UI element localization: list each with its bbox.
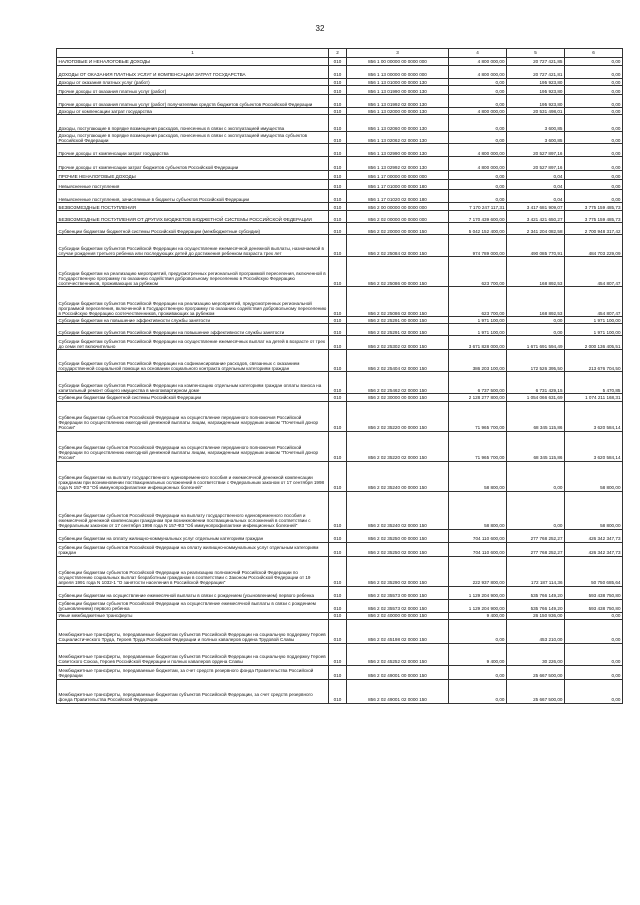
row-name: Субсидии бюджетам субъектов Российской Федерации на софинансирование расходов, связанных с оказанием государственной социальной помощи на основании социального контракта отдельным категориям граждан [57, 350, 329, 372]
row-approved-amount: 1 129 204 900,00 [449, 586, 507, 599]
row-executed-amount: 195 923,80 [507, 86, 565, 95]
table-row [57, 223, 623, 235]
row-line-code: 010 [329, 235, 347, 257]
row-unexecuted-amount: 0,00 [565, 612, 623, 619]
row-budget-code: 856 2 02 45198 02 0000 150 [347, 619, 449, 643]
row-approved-amount: 58 800,00 [449, 461, 507, 491]
table-row [57, 144, 623, 157]
row-approved-amount: 704 110 600,00 [449, 529, 507, 542]
row-budget-code: 856 2 02 25404 02 0000 150 [347, 350, 449, 372]
row-line-code: 010 [329, 257, 347, 287]
row-unexecuted-amount: 0,00 [565, 643, 623, 665]
row-unexecuted-amount: 0,00 [565, 86, 623, 95]
row-unexecuted-amount: 3 620 584,14 [565, 431, 623, 461]
row-approved-amount: 4 800 000,00 [449, 58, 507, 66]
row-line-code: 010 [329, 190, 347, 203]
row-unexecuted-amount: 0,00 [565, 66, 623, 79]
row-unexecuted-amount: 58 800,00 [565, 491, 623, 529]
row-executed-amount: 3 600,85 [507, 115, 565, 132]
table-row [57, 324, 623, 336]
table-row [57, 431, 623, 461]
column-header-4: 4 [449, 49, 507, 58]
row-name: Субсидии бюджетам субъектов Российской Федерации на реализацию мероприятий, предусмотренных региональной программой переселения, включенной в Государственную программу по оказанию содействия добровольному переселению в Российскую Федерацию соотечественников, проживающих за рубежом [57, 287, 329, 317]
column-header-5: 5 [507, 49, 565, 58]
row-approved-amount: 0,00 [449, 679, 507, 703]
row-line-code: 010 [329, 336, 347, 350]
table-row [57, 257, 623, 287]
row-unexecuted-amount: 0,00 [565, 115, 623, 132]
row-executed-amount: 20 527 897,16 [507, 144, 565, 157]
row-approved-amount: 9 400,00 [449, 643, 507, 665]
row-line-code: 010 [329, 203, 347, 211]
row-budget-code: 856 2 02 35220 02 0000 150 [347, 431, 449, 461]
table-row [57, 157, 623, 171]
row-line-code: 010 [329, 211, 347, 223]
row-budget-code: 856 2 02 30000 00 0000 150 [347, 394, 449, 401]
table-row [57, 401, 623, 431]
row-line-code: 010 [329, 542, 347, 556]
row-name: ДОХОДЫ ОТ ОКАЗАНИЯ ПЛАТНЫХ УСЛУГ И КОМПЕНСАЦИИ ЗАТРАТ ГОСУДАРСТВА [57, 66, 329, 79]
row-budget-code: 856 2 02 25462 02 0000 150 [347, 372, 449, 394]
row-executed-amount: 0,00 [507, 317, 565, 324]
row-name: Субсидии бюджетам субъектов Российской Федерации на осуществление ежемесячных выплат на детей в возрасте от трех до семи лет включительно [57, 336, 329, 350]
row-unexecuted-amount: 0,00 [565, 665, 623, 679]
row-name: Прочие доходы от компенсации затрат бюджетов субъектов Российской Федерации [57, 157, 329, 171]
row-name: Субвенции бюджетам бюджетной системы Российской Федерации (межбюджетные субсидии) [57, 223, 329, 235]
table-header [57, 49, 623, 58]
row-unexecuted-amount: 0,00 [565, 171, 623, 180]
table-row [57, 211, 623, 223]
row-line-code: 010 [329, 679, 347, 703]
row-name: Субсидии бюджетам на повышение эффективности службы занятости [57, 317, 329, 324]
row-name: Субвенции бюджетам субъектов Российской Федерации на осуществление переданного полномочия Российской Федерации по осуществлению ежегодной денежной выплаты лицам, награжденным нагрудным знаком "Почетный донор России" [57, 401, 329, 431]
row-executed-amount: 68 345 115,86 [507, 431, 565, 461]
table-row [57, 336, 623, 350]
row-executed-amount: 535 766 149,20 [507, 599, 565, 612]
row-budget-code: 856 2 02 25302 02 0000 150 [347, 336, 449, 350]
row-line-code: 010 [329, 66, 347, 79]
row-unexecuted-amount: 0,00 [565, 157, 623, 171]
table-row [57, 115, 623, 132]
row-budget-code: 856 2 02 35240 02 0000 150 [347, 491, 449, 529]
row-approved-amount: 1 129 204 900,00 [449, 599, 507, 612]
row-approved-amount: 2 128 277 800,00 [449, 394, 507, 401]
row-budget-code: 856 1 13 01990 00 0000 130 [347, 86, 449, 95]
row-name: Субвенции бюджетам бюджетной системы Российской Федерации [57, 394, 329, 401]
row-budget-code: 856 2 02 35573 02 0000 150 [347, 599, 449, 612]
row-name: Субсидии бюджетам субъектов Российской Федерации на повышение эффективности службы занятости [57, 324, 329, 336]
row-executed-amount: 172 187 114,36 [507, 556, 565, 586]
header-row [57, 49, 623, 58]
row-unexecuted-amount: 3 620 584,14 [565, 401, 623, 431]
row-approved-amount: 5 042 152 400,00 [449, 223, 507, 235]
table-body [57, 58, 623, 704]
row-name: Прочие доходы от оказания платных услуг (работ) [57, 86, 329, 95]
row-unexecuted-amount: 3 775 159 485,73 [565, 211, 623, 223]
row-unexecuted-amount: 1 074 211 168,31 [565, 394, 623, 401]
table-row [57, 350, 623, 372]
row-budget-code: 856 1 13 02060 00 0000 130 [347, 115, 449, 132]
row-approved-amount: 0,00 [449, 619, 507, 643]
row-unexecuted-amount: 213 676 704,50 [565, 350, 623, 372]
row-approved-amount: 623 700,00 [449, 257, 507, 287]
row-executed-amount: 453 210,00 [507, 619, 565, 643]
table-row [57, 491, 623, 529]
row-approved-amount: 386 203 100,00 [449, 350, 507, 372]
row-budget-code: 856 2 02 25291 00 0000 150 [347, 317, 449, 324]
row-unexecuted-amount: 0,00 [565, 144, 623, 157]
row-line-code: 010 [329, 665, 347, 679]
row-executed-amount: 0,00 [507, 324, 565, 336]
row-line-code: 010 [329, 132, 347, 144]
row-line-code: 010 [329, 461, 347, 491]
row-approved-amount: 4 800 000,00 [449, 157, 507, 171]
row-executed-amount: 20 527 897,16 [507, 157, 565, 171]
row-unexecuted-amount: 0,00 [565, 190, 623, 203]
row-line-code: 010 [329, 58, 347, 66]
row-name: Субсидии бюджетам субъектов Российской Федерации на компенсацию отдельным категориям граждан оплаты взноса на капитальный ремонт общего имущества в многоквартирном доме [57, 372, 329, 394]
row-line-code: 010 [329, 324, 347, 336]
row-line-code: 010 [329, 115, 347, 132]
row-executed-amount: 1 054 066 631,69 [507, 394, 565, 401]
page-number: 32 [315, 24, 325, 33]
row-unexecuted-amount: 0,00 [565, 95, 623, 108]
row-line-code: 010 [329, 529, 347, 542]
row-name: Субсидии бюджетам на реализацию мероприятий, предусмотренных региональной программой переселения, включенной в Государственную программу по оказанию содействия добровольному переселению в Российскую Федерацию соотечественников, проживающих за рубежом [57, 257, 329, 287]
row-approved-amount: 0,00 [449, 665, 507, 679]
row-executed-amount: 2 341 204 082,58 [507, 223, 565, 235]
row-approved-amount: 0,00 [449, 171, 507, 180]
table-row [57, 542, 623, 556]
row-name: БЕЗВОЗМЕЗДНЫЕ ПОСТУПЛЕНИЯ [57, 203, 329, 211]
row-budget-code: 856 1 13 02992 02 0000 130 [347, 157, 449, 171]
row-line-code: 010 [329, 223, 347, 235]
row-unexecuted-amount: 58 800,00 [565, 461, 623, 491]
row-unexecuted-amount: 454 807,47 [565, 287, 623, 317]
row-approved-amount: 1 971 100,00 [449, 324, 507, 336]
row-budget-code: 856 2 02 00000 00 0000 000 [347, 211, 449, 223]
row-executed-amount: 6 731 429,15 [507, 372, 565, 394]
row-line-code: 010 [329, 586, 347, 599]
row-executed-amount: 168 892,53 [507, 287, 565, 317]
row-line-code: 010 [329, 317, 347, 324]
row-approved-amount: 71 965 700,00 [449, 431, 507, 461]
row-budget-code: 856 2 02 40000 00 0000 150 [347, 612, 449, 619]
row-line-code: 010 [329, 287, 347, 317]
table-row [57, 190, 623, 203]
row-line-code: 010 [329, 157, 347, 171]
row-approved-amount: 0,00 [449, 132, 507, 144]
row-line-code: 010 [329, 401, 347, 431]
row-name: Прочие доходы от компенсации затрат государства [57, 144, 329, 157]
row-executed-amount: 535 766 149,20 [507, 586, 565, 599]
row-executed-amount: 25 667 500,00 [507, 679, 565, 703]
table-row [57, 79, 623, 86]
row-line-code: 010 [329, 643, 347, 665]
row-name: Межбюджетные трансферты, передаваемые бюджетам субъектов Российской Федерации на социальную поддержку Героев Социалистического Труда, Героев Труда Российской Федерации и полных кавалеров ордена Трудовой Славы [57, 619, 329, 643]
row-approved-amount: 58 800,00 [449, 491, 507, 529]
row-unexecuted-amount: 0,00 [565, 180, 623, 190]
row-name: ПРОЧИЕ НЕНАЛОГОВЫЕ ДОХОДЫ [57, 171, 329, 180]
row-executed-amount: 30 226,00 [507, 643, 565, 665]
row-approved-amount: 0,00 [449, 86, 507, 95]
row-approved-amount: 4 800 000,00 [449, 108, 507, 115]
row-unexecuted-amount: 0,00 [565, 58, 623, 66]
row-executed-amount: 20 727 421,81 [507, 66, 565, 79]
row-executed-amount: 25 667 500,00 [507, 665, 565, 679]
row-unexecuted-amount: 0,00 [565, 108, 623, 115]
row-approved-amount: 71 965 700,00 [449, 401, 507, 431]
row-executed-amount: 172 526 395,50 [507, 350, 565, 372]
row-approved-amount: 9 400,00 [449, 612, 507, 619]
row-budget-code: 856 1 13 02062 02 0000 130 [347, 132, 449, 144]
table-row [57, 108, 623, 115]
row-approved-amount: 623 700,00 [449, 287, 507, 317]
row-line-code: 010 [329, 171, 347, 180]
row-budget-code: 856 2 02 25086 02 0000 150 [347, 287, 449, 317]
row-line-code: 010 [329, 612, 347, 619]
row-name: Субвенции бюджетам субъектов Российской Федерации на осуществление переданного полномочия Российской Федерации по осуществлению ежегодной денежной выплаты лицам, награжденным нагрудным знаком "Почетный донор России" [57, 431, 329, 461]
row-unexecuted-amount: 454 807,47 [565, 257, 623, 287]
row-executed-amount: 0,04 [507, 171, 565, 180]
table-row [57, 529, 623, 542]
row-executed-amount: 0,04 [507, 180, 565, 190]
table-row [57, 643, 623, 665]
row-unexecuted-amount: 0,00 [565, 679, 623, 703]
row-budget-code: 856 2 02 35250 02 0000 150 [347, 542, 449, 556]
table-row [57, 287, 623, 317]
revenue-table [56, 48, 623, 704]
table-row [57, 394, 623, 401]
row-budget-code: 856 1 13 00000 00 0000 000 [347, 66, 449, 79]
row-line-code: 010 [329, 619, 347, 643]
row-approved-amount: 704 110 600,00 [449, 542, 507, 556]
row-name: НАЛОГОВЫЕ И НЕНАЛОГОВЫЕ ДОХОДЫ [57, 58, 329, 66]
row-name: Доходы от оказания платных услуг (работ) [57, 79, 329, 86]
row-name: Доходы, поступающие в порядке возмещения расходов, понесенных в связи с эксплуатацией имущества [57, 115, 329, 132]
row-budget-code: 856 2 02 25291 02 0000 150 [347, 324, 449, 336]
row-name: Иные межбюджетные трансферты [57, 612, 329, 619]
column-header-3: 3 [347, 49, 449, 58]
table-row [57, 171, 623, 180]
row-budget-code: 856 2 02 25086 00 0000 150 [347, 257, 449, 287]
column-header-2: 2 [329, 49, 347, 58]
row-budget-code: 856 1 13 02990 00 0000 130 [347, 144, 449, 157]
row-unexecuted-amount: 1 971 100,00 [565, 317, 623, 324]
row-budget-code: 856 1 13 01992 02 0000 130 [347, 95, 449, 108]
row-name: Прочие доходы от оказания платных услуг (работ) получателями средств бюджетов субъектов Российской Федерации [57, 95, 329, 108]
row-budget-code: 856 1 13 01000 00 0000 130 [347, 79, 449, 86]
row-budget-code: 856 2 02 35573 00 0000 150 [347, 586, 449, 599]
row-executed-amount: 277 768 252,27 [507, 529, 565, 542]
row-approved-amount: 222 937 800,00 [449, 556, 507, 586]
row-executed-amount: 490 085 770,91 [507, 235, 565, 257]
row-line-code: 010 [329, 144, 347, 157]
row-unexecuted-amount: 0,00 [565, 79, 623, 86]
row-budget-code: 856 1 17 01020 02 0000 180 [347, 190, 449, 203]
row-budget-code: 856 2 00 00000 00 0000 000 [347, 203, 449, 211]
row-unexecuted-amount: 0,00 [565, 619, 623, 643]
row-line-code: 010 [329, 108, 347, 115]
row-executed-amount: 1 671 691 594,49 [507, 336, 565, 350]
table-row [57, 586, 623, 599]
column-header-1: 1 [57, 49, 329, 58]
row-executed-amount: 26 150 936,00 [507, 612, 565, 619]
row-executed-amount: 168 892,53 [507, 257, 565, 287]
row-line-code: 010 [329, 431, 347, 461]
row-line-code: 010 [329, 556, 347, 586]
row-approved-amount: 7 170 247 117,31 [449, 203, 507, 211]
row-unexecuted-amount: 426 342 347,73 [565, 529, 623, 542]
table-row [57, 95, 623, 108]
row-unexecuted-amount: 3 775 159 485,73 [565, 203, 623, 211]
row-line-code: 010 [329, 180, 347, 190]
row-budget-code: 856 2 02 49001 00 0000 150 [347, 665, 449, 679]
table-row [57, 86, 623, 95]
row-unexecuted-amount: 593 438 750,80 [565, 586, 623, 599]
table-row [57, 599, 623, 612]
row-name: Субвенции бюджетам субъектов Российской Федерации на оплату жилищно-коммунальных услуг отдельным категориям граждан [57, 542, 329, 556]
row-executed-amount: 20 531 498,01 [507, 108, 565, 115]
table-row [57, 619, 623, 643]
row-unexecuted-amount: 5 470,85 [565, 372, 623, 394]
row-budget-code: 856 2 02 35290 02 0000 150 [347, 556, 449, 586]
row-approved-amount: 4 800 000,00 [449, 66, 507, 79]
row-executed-amount: 20 727 421,85 [507, 58, 565, 66]
row-approved-amount: 6 737 500,00 [449, 372, 507, 394]
row-executed-amount: 195 923,80 [507, 95, 565, 108]
table-row [57, 317, 623, 324]
row-approved-amount: 0,00 [449, 190, 507, 203]
row-name: Межбюджетные трансферты, передаваемые бюджетам субъектов Российской Федерации, за счет средств резервного фонда Правительства Российской Федерации [57, 679, 329, 703]
row-name: БЕЗВОЗМЕЗДНЫЕ ПОСТУПЛЕНИЯ ОТ ДРУГИХ БЮДЖЕТОВ БЮДЖЕТНОЙ СИСТЕМЫ РОССИЙСКОЙ ФЕДЕРАЦИИ [57, 211, 329, 223]
table-row [57, 679, 623, 703]
row-executed-amount: 3 421 421 650,27 [507, 211, 565, 223]
row-approved-amount: 0,00 [449, 79, 507, 86]
row-name: Субвенции бюджетам субъектов Российской Федерации на реализацию полномочий Российской Федерации по осуществлению социальных выплат безработным гражданам в соответствии с Законом Российской Федерации от 19 апреля 1991 года N 1032-1 "О занятости населения в Российской Федерации" [57, 556, 329, 586]
table-row [57, 556, 623, 586]
row-approved-amount: 4 800 000,00 [449, 144, 507, 157]
row-name: Субсидии бюджетам субъектов Российской Федерации на осуществление ежемесячной денежной выплаты, назначаемой в случае рождения третьего ребенка или последующих детей до достижения ребенком возраста трех лет [57, 235, 329, 257]
row-line-code: 010 [329, 372, 347, 394]
row-unexecuted-amount: 1 971 100,00 [565, 324, 623, 336]
table-row [57, 235, 623, 257]
row-budget-code: 856 1 17 00000 00 0000 000 [347, 171, 449, 180]
row-budget-code: 856 2 02 45252 02 0000 150 [347, 643, 449, 665]
row-budget-code: 856 2 02 20000 00 0000 150 [347, 223, 449, 235]
row-name: Доходы, поступающие в порядке возмещения расходов, понесенных в связи с эксплуатацией имущества субъектов Российской Федерации [57, 132, 329, 144]
row-unexecuted-amount: 50 750 685,64 [565, 556, 623, 586]
row-name: Субвенции бюджетам на осуществление ежемесячной выплаты в связи с рождением (усыновлением) первого ребенка [57, 586, 329, 599]
table-row [57, 203, 623, 211]
row-name: Межбюджетные трансферты, передаваемые бюджетам субъектов Российской Федерации на социальную поддержку Героев Советского Союза, Героев Российской Федерации и полных кавалеров ордена Славы [57, 643, 329, 665]
row-executed-amount: 0,04 [507, 190, 565, 203]
row-unexecuted-amount: 0,00 [565, 132, 623, 144]
row-approved-amount: 1 971 100,00 [449, 317, 507, 324]
column-header-6: 6 [565, 49, 623, 58]
row-line-code: 010 [329, 95, 347, 108]
table-row [57, 66, 623, 79]
row-approved-amount: 0,00 [449, 115, 507, 132]
row-name: Субвенции бюджетам на выплату государственного единовременного пособия и ежемесячной денежной компенсации гражданам при возникновении поствакцинальных осложнений в соответствии с Федеральным законом от 17 сентября 1998 года N 157-ФЗ "Об иммунопрофилактике инфекционных болезней" [57, 461, 329, 491]
row-name: Субвенции бюджетам субъектов Российской Федерации на осуществление ежемесячной выплаты в связи с рождением (усыновлением) первого ребенка [57, 599, 329, 612]
table-row [57, 612, 623, 619]
row-unexecuted-amount: 593 438 750,80 [565, 599, 623, 612]
row-executed-amount: 3 600,85 [507, 132, 565, 144]
table-row [57, 461, 623, 491]
row-approved-amount: 7 170 439 600,00 [449, 211, 507, 223]
row-line-code: 010 [329, 350, 347, 372]
row-budget-code: 856 2 02 35220 00 0000 150 [347, 401, 449, 431]
table-row [57, 665, 623, 679]
row-unexecuted-amount: 2 700 948 317,42 [565, 223, 623, 235]
row-name: Доходы от компенсации затрат государства [57, 108, 329, 115]
row-executed-amount: 195 923,80 [507, 79, 565, 86]
row-budget-code: 856 2 02 25084 02 0000 150 [347, 235, 449, 257]
row-budget-code: 856 1 00 00000 00 0000 000 [347, 58, 449, 66]
row-executed-amount: 0,00 [507, 461, 565, 491]
row-approved-amount: 974 789 000,00 [449, 235, 507, 257]
row-budget-code: 856 2 02 35240 00 0000 150 [347, 461, 449, 491]
row-executed-amount: 3 417 681 909,07 [507, 203, 565, 211]
table-row [57, 372, 623, 394]
row-line-code: 010 [329, 491, 347, 529]
row-line-code: 010 [329, 394, 347, 401]
row-approved-amount: 0,00 [449, 95, 507, 108]
row-approved-amount: 0,00 [449, 180, 507, 190]
table-row [57, 180, 623, 190]
row-executed-amount: 0,00 [507, 491, 565, 529]
row-unexecuted-amount: 484 703 229,09 [565, 235, 623, 257]
table-row [57, 132, 623, 144]
table-row [57, 58, 623, 66]
row-name: Невыясненные поступления [57, 180, 329, 190]
row-name: Невыясненные поступления, зачисляемые в бюджеты субъектов Российской Федерации [57, 190, 329, 203]
row-budget-code: 856 1 17 01000 00 0000 180 [347, 180, 449, 190]
row-executed-amount: 277 768 252,27 [507, 542, 565, 556]
row-name: Межбюджетные трансферты, передаваемые бюджетам, за счет средств резервного фонда Правительства Российской Федерации [57, 665, 329, 679]
row-unexecuted-amount: 2 000 136 405,51 [565, 336, 623, 350]
row-line-code: 010 [329, 86, 347, 95]
row-name: Субвенции бюджетам субъектов Российской Федерации на выплату государственного единовременного пособия и ежемесячной денежной компенсации гражданам при возникновении поствакцинальных осложнений в соответствии с Федеральным законом от 17 сентября 1998 года N 157-ФЗ "Об иммунопрофилактике инфекционных болезней" [57, 491, 329, 529]
row-budget-code: 856 1 13 02000 00 0000 130 [347, 108, 449, 115]
row-line-code: 010 [329, 79, 347, 86]
row-approved-amount: 3 671 828 000,00 [449, 336, 507, 350]
row-line-code: 010 [329, 599, 347, 612]
row-budget-code: 856 2 02 49001 02 0000 150 [347, 679, 449, 703]
row-name: Субвенции бюджетам на оплату жилищно-коммунальных услуг отдельным категориям граждан [57, 529, 329, 542]
row-budget-code: 856 2 02 35250 00 0000 150 [347, 529, 449, 542]
row-unexecuted-amount: 426 342 347,73 [565, 542, 623, 556]
row-executed-amount: 68 345 115,86 [507, 401, 565, 431]
